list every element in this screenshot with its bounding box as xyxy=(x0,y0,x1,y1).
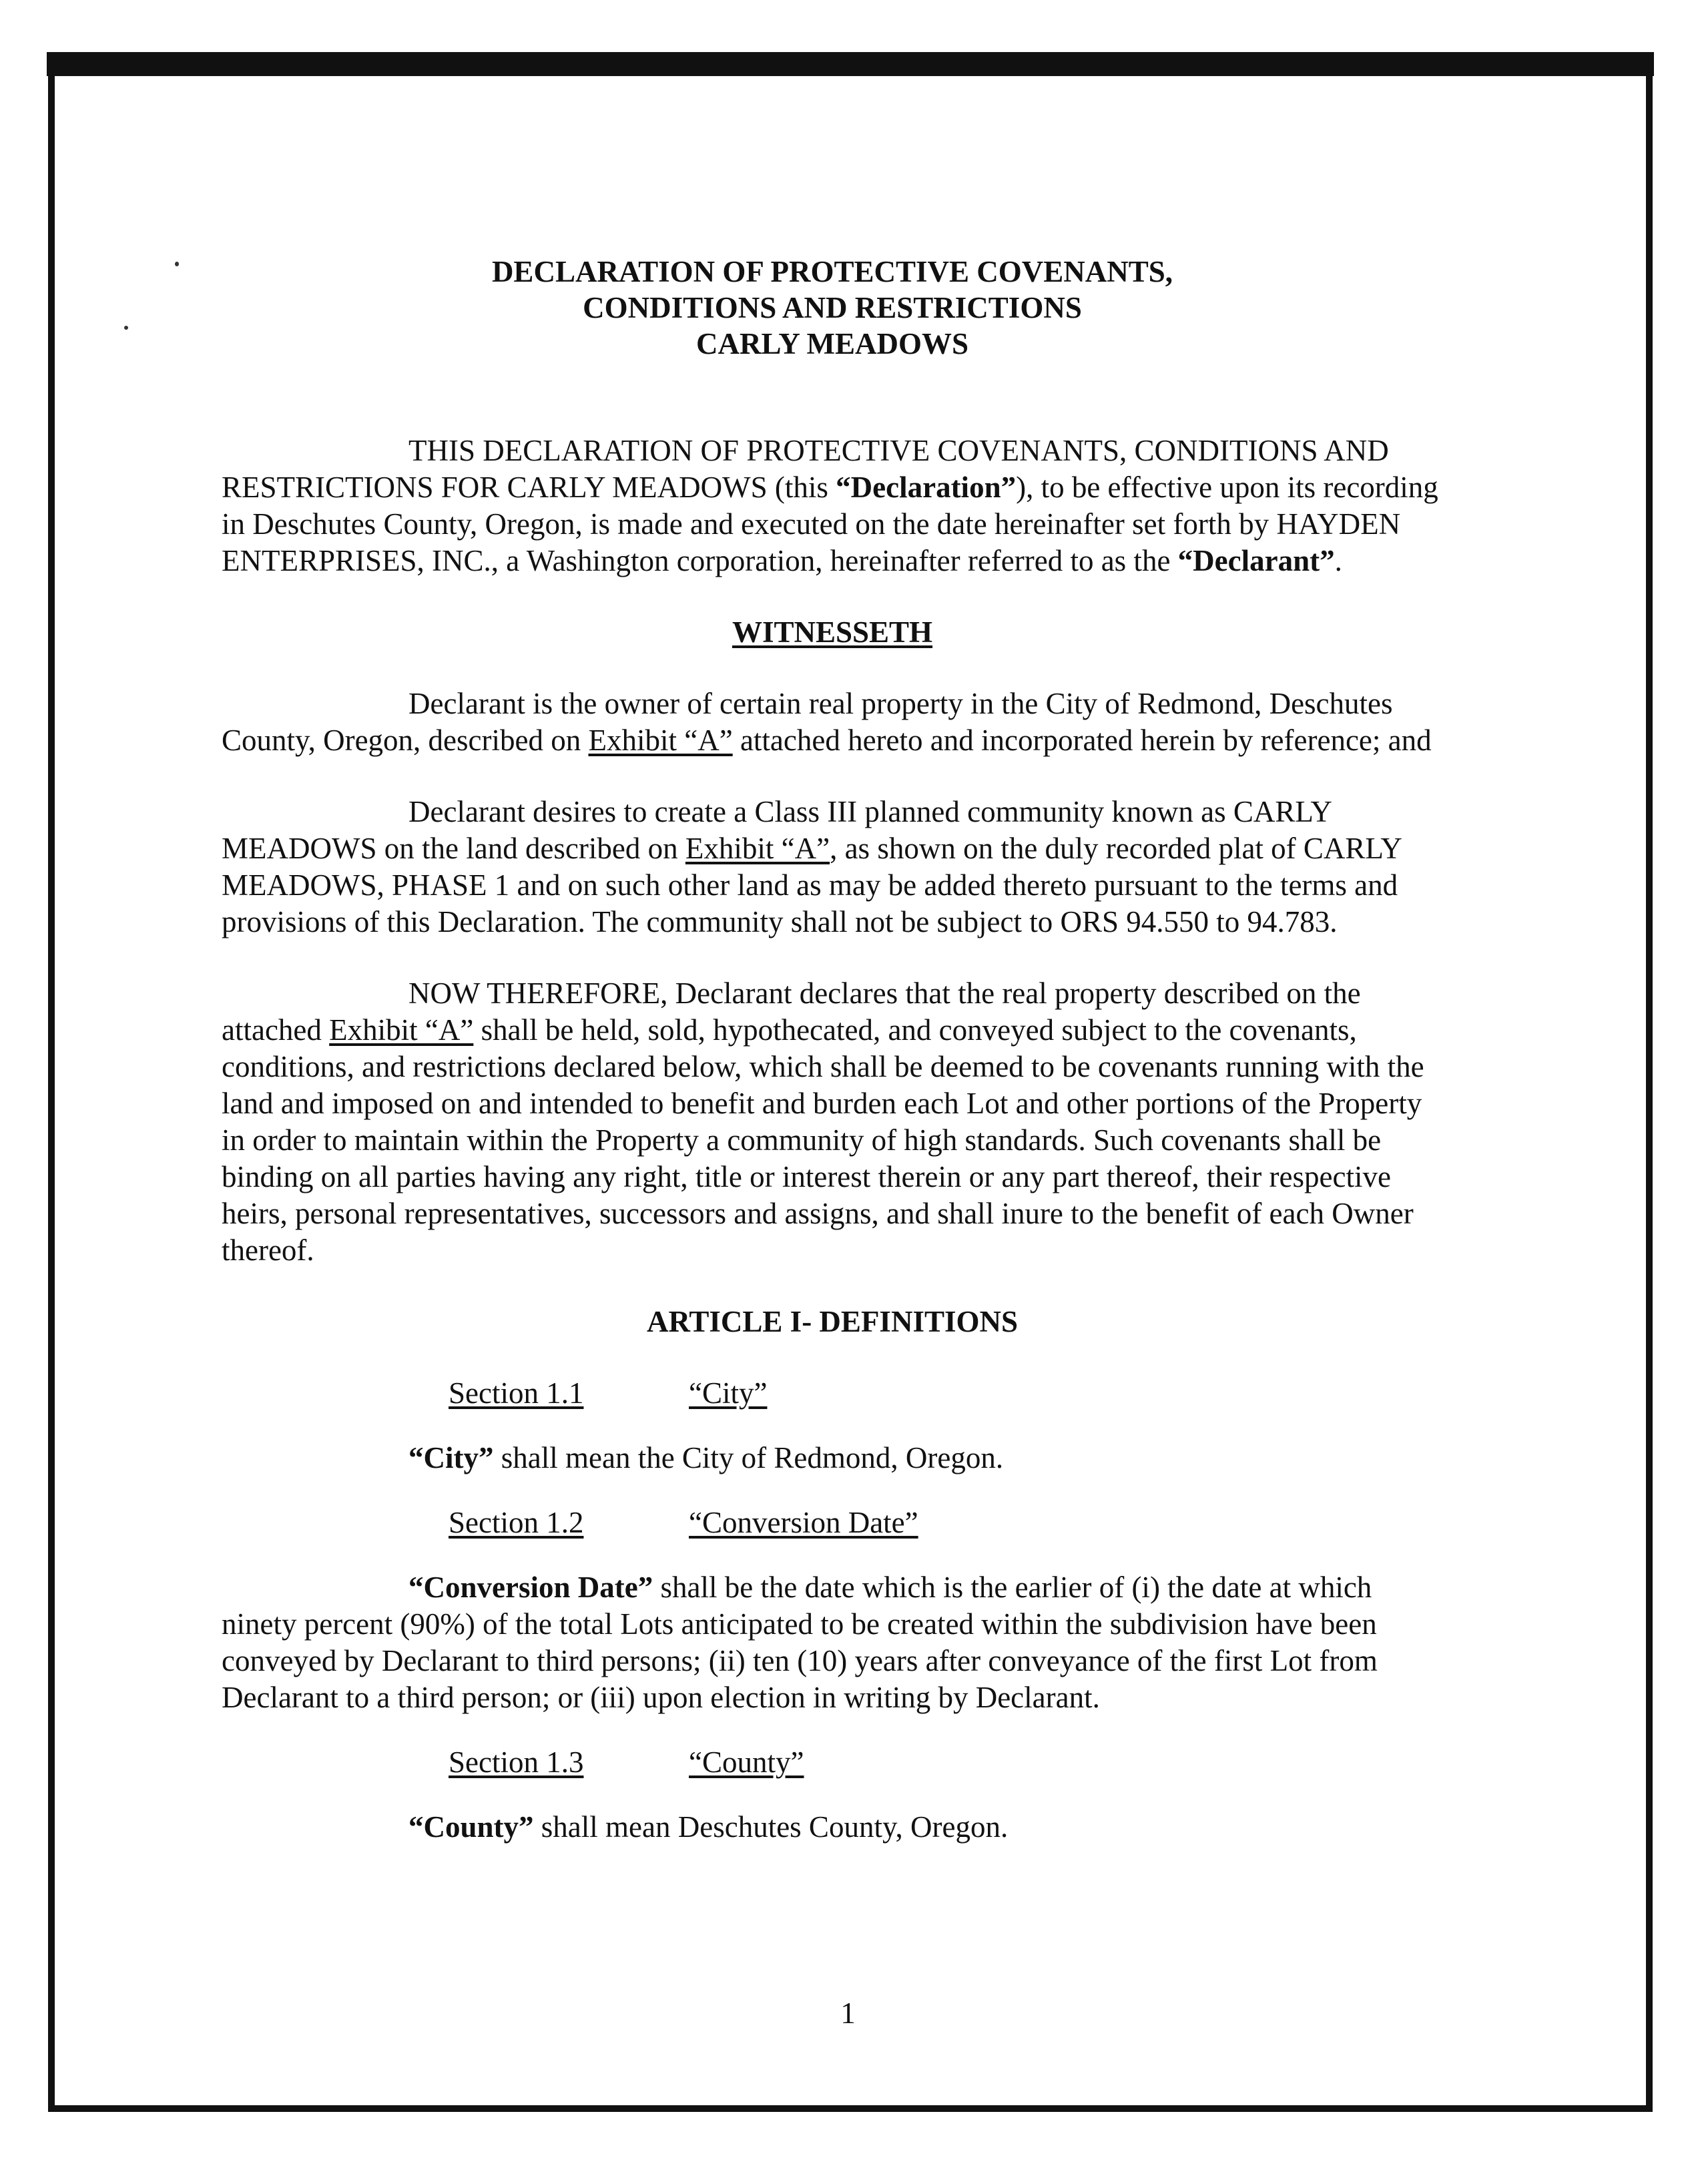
ownership-text-2: attached hereto and incorporated herein by reference; and xyxy=(732,724,1432,757)
definition-term: “Conversion Date” xyxy=(408,1571,653,1604)
community-text-1: Declarant desires to create a Class III planned community known as CARLY MEADOWS on the land described on xyxy=(222,795,1332,865)
title-line-1: DECLARATION OF PROTECTIVE COVENANTS, xyxy=(491,255,1173,288)
intro-bold-declaration: “Declaration” xyxy=(836,471,1017,504)
ownership-text-1: Declarant is the owner of certain real property in the City of Redmond, Deschutes County, Oregon, described on xyxy=(222,687,1393,757)
scan-speck xyxy=(175,262,179,266)
now-therefore-text-2: shall be held, sold, hypothecated, and conveyed subject to the covenants, conditions, and restrictions declared below, which shall be deemed to be covenants running with the land and imposed on and intended to benefit and burden each Lot and other portions of the Property in order to maintain within the Property a community of high standards. Such covenants shall be binding on all parties having any right, title or interest therein or any part thereof, their respective heirs, personal representatives, successors and assigns, and shall inure to the benefit of each Owner thereof. xyxy=(222,1013,1424,1267)
page-left-border xyxy=(48,75,55,2112)
definition-term: “City” xyxy=(408,1441,494,1474)
definition-text xyxy=(222,1569,1443,1716)
section-heading xyxy=(449,1375,1443,1412)
community-text-2: , as shown on the duly recorded plat of CARLY MEADOWS, PHASE 1 and on such other land as may be added thereto pursuant to the terms and provisions of this Declaration. The community shall not be subject to ORS 94.550 to 94.783. xyxy=(222,832,1402,938)
definition-term: “County” xyxy=(408,1810,534,1844)
intro-paragraph xyxy=(222,433,1443,579)
witnesseth-heading: WITNESSETH xyxy=(732,615,933,649)
exhibit-a-reference: Exhibit “A” xyxy=(329,1013,474,1047)
community-paragraph xyxy=(222,794,1443,940)
exhibit-a-reference: Exhibit “A” xyxy=(685,832,830,865)
title-line-2: CONDITIONS AND RESTRICTIONS xyxy=(583,291,1082,324)
definition-body: shall mean Deschutes County, Oregon. xyxy=(533,1810,1009,1844)
intro-text-2: ), to be effective upon its recording in Deschutes County, Oregon, is made and executed on the date hereinafter set forth by HAYDEN ENTERPRISES, INC., a Washington corporation, hereinafter referred to as the xyxy=(222,471,1438,577)
now-therefore-paragraph xyxy=(222,975,1443,1269)
exhibit-a-reference: Exhibit “A” xyxy=(588,724,733,757)
document-title xyxy=(222,254,1443,362)
section-label: Section 1.2 xyxy=(449,1506,584,1539)
title-line-3: CARLY MEADOWS xyxy=(696,327,968,360)
scan-speck xyxy=(124,326,128,330)
section-term: “County” xyxy=(689,1745,804,1779)
intro-text-1: THIS DECLARATION OF PROTECTIVE COVENANTS, CONDITIONS AND RESTRICTIONS FOR CARLY MEADOWS (this xyxy=(222,434,1389,504)
intro-text-3: . xyxy=(1334,544,1342,577)
section-label: Section 1.1 xyxy=(449,1376,584,1410)
page-number: 1 xyxy=(840,1996,856,2030)
section-term: “City” xyxy=(689,1376,768,1410)
now-therefore-text-1: NOW THEREFORE, Declarant declares that the real property described on the attached xyxy=(222,977,1361,1047)
intro-bold-declarant: “Declarant” xyxy=(1177,544,1335,577)
section-heading xyxy=(449,1505,1443,1541)
definition-body: shall be the date which is the earlier of (i) the date at which ninety percent (90%) of the total Lots anticipated to be created within the subdivision have been conveyed by Declarant to third persons; (ii) ten (10) years after conveyance of the first Lot from Declarant to a third person; or (iii) upon election in writing by Declarant. xyxy=(222,1571,1378,1714)
definition-body: shall mean the City of Redmond, Oregon. xyxy=(493,1441,1004,1474)
definition-text xyxy=(408,1809,1443,1846)
document-body xyxy=(222,254,1443,1846)
article-heading: ARTICLE I- DEFINITIONS xyxy=(646,1305,1019,1338)
section-term: “Conversion Date” xyxy=(689,1506,918,1539)
definition-text xyxy=(408,1440,1443,1476)
page-top-border xyxy=(47,52,1654,76)
section-label: Section 1.3 xyxy=(449,1745,584,1779)
ownership-paragraph xyxy=(222,686,1443,759)
section-heading xyxy=(449,1744,1443,1781)
page-bottom-border xyxy=(48,2105,1653,2112)
page-right-border xyxy=(1646,52,1653,2111)
